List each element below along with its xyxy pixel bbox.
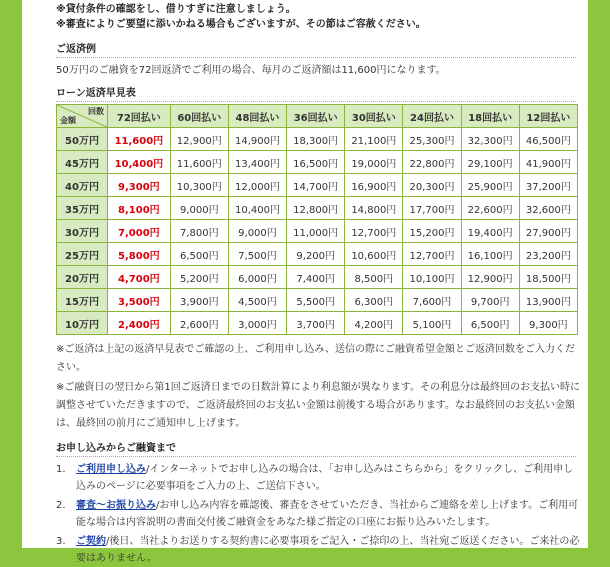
list-item [56,497,580,531]
table-cell: 6,500円 [170,243,228,266]
table-cell: 14,900円 [228,128,286,151]
table-cell: 2,600円 [170,312,228,335]
list-item [56,461,580,495]
page-panel [22,0,588,564]
column-header: 24回払い [403,105,461,128]
note-interest-adjustment: ※ご融資日の翌日から第1回ご返済日までの日数計算により利息額が異なります。その利息分は最終回のお支払い時に調整させていただきますので、ご返済最終回のお支払い金額は前後する場合があります。なお最終回のお支払い金額は、最終回の前月にご通知申し上げます。 [56,382,580,429]
table-cell: 7,800円 [170,220,228,243]
table-cell: 3,700円 [287,312,345,335]
example-heading: ご返済例 [56,40,576,58]
table-cell: 10,100円 [403,266,461,289]
note-review-disclaimer: ※審査によりご要望に添いかねる場合もございますが、その節はご容赦ください。 [56,19,426,30]
table-cell: 12,000円 [228,174,286,197]
step-number: 2. [56,500,66,511]
step-link-review[interactable]: 審査～お振り込み [76,500,156,511]
table-body [57,128,578,335]
table-cell: 32,300円 [461,128,519,151]
table-cell: 13,400円 [228,151,286,174]
table-cell: 10,300円 [170,174,228,197]
table-cell: 11,600円 [108,128,171,151]
table-cell: 11,600円 [170,151,228,174]
table-cell: 19,400円 [461,220,519,243]
table-cell: 9,300円 [108,174,171,197]
top-notes [56,2,580,32]
row-amount-cell: 15万円 [57,289,108,312]
list-item [56,533,580,567]
table-row [57,289,578,312]
table-cell: 12,900円 [170,128,228,151]
corner-label-amount: 金額 [60,116,76,125]
table-cell: 25,300円 [403,128,461,151]
table-cell: 16,500円 [287,151,345,174]
step-text: /後日、当社よりお送りする契約書に必要事項をご記入・ご捺印の上、当社宛ご返送ください。ご来社の必要はありません。 [76,536,580,564]
row-amount-cell: 35万円 [57,197,108,220]
step-number: 1. [56,464,66,475]
table-cell: 5,200円 [170,266,228,289]
table-cell: 3,500円 [108,289,171,312]
table-cell: 6,300円 [345,289,403,312]
table-cell: 4,700円 [108,266,171,289]
example-text: 50万円のご融資を72回返済でご利用の場合、毎月のご返済額は11,600円になります。 [56,65,446,76]
table-cell: 3,000円 [228,312,286,335]
table-cell: 10,400円 [228,197,286,220]
table-cell: 14,700円 [287,174,345,197]
table-header-row [57,105,578,128]
table-cell: 5,100円 [403,312,461,335]
table-row [57,197,578,220]
table-cell: 12,800円 [287,197,345,220]
step-link-contract[interactable]: ご契約 [76,536,106,547]
table-cell: 6,500円 [461,312,519,335]
table-row [57,243,578,266]
loan-repayment-table [56,104,578,335]
table-cell: 10,600円 [345,243,403,266]
table-cell: 22,800円 [403,151,461,174]
table-cell: 8,100円 [108,197,171,220]
row-amount-cell: 40万円 [57,174,108,197]
table-cell: 14,800円 [345,197,403,220]
row-amount-cell: 45万円 [57,151,108,174]
table-cell: 41,900円 [519,151,577,174]
table-row [57,266,578,289]
table-cell: 11,000円 [287,220,345,243]
table-cell: 18,500円 [519,266,577,289]
steps-list [56,461,580,567]
step-link-apply[interactable]: ご利用申し込み [76,464,146,475]
table-cell: 9,300円 [519,312,577,335]
example-section [56,40,580,78]
table-cell: 4,200円 [345,312,403,335]
row-amount-cell: 30万円 [57,220,108,243]
table-cell: 20,300円 [403,174,461,197]
column-header: 36回払い [287,105,345,128]
after-notes [56,341,580,433]
table-cell: 9,000円 [170,197,228,220]
table-corner-cell [57,105,108,128]
table-row [57,151,578,174]
table-cell: 29,100円 [461,151,519,174]
table-cell: 13,900円 [519,289,577,312]
table-cell: 5,500円 [287,289,345,312]
steps-heading: お申し込みからご融資まで [56,439,576,457]
table-cell: 17,700円 [403,197,461,220]
table-row [57,128,578,151]
content-area [22,2,588,567]
table-row [57,312,578,335]
table-cell: 2,400円 [108,312,171,335]
step-number: 3. [56,536,66,547]
table-cell: 18,300円 [287,128,345,151]
table-cell: 12,700円 [345,220,403,243]
table-cell: 5,800円 [108,243,171,266]
table-cell: 12,700円 [403,243,461,266]
table-cell: 9,000円 [228,220,286,243]
step-text: /お申し込み内容を確認後、審査をさせていただき、当社からご連絡を差し上げます。ご利用可能な場合は内容説明の書面交付後ご融資金をあなた様ご指定の口座にお振り込みいたします。 [76,500,579,528]
table-cell: 7,400円 [287,266,345,289]
step-text: /インターネットでお申し込みの場合は、「お申し込みはこちらから」をクリックし、ご利用申し込みのページに必要事項をご入力の上、ご送信下さい。 [76,464,574,492]
table-cell: 32,600円 [519,197,577,220]
note-borrowing-caution: ※貸付条件の確認をし、借りすぎに注意しましょう。 [56,4,296,15]
column-header: 18回払い [461,105,519,128]
row-amount-cell: 10万円 [57,312,108,335]
column-header: 12回払い [519,105,577,128]
column-header: 72回払い [108,105,171,128]
loan-table-section [56,84,580,335]
table-cell: 9,700円 [461,289,519,312]
table-cell: 46,500円 [519,128,577,151]
table-cell: 25,900円 [461,174,519,197]
table-cell: 21,100円 [345,128,403,151]
table-cell: 22,600円 [461,197,519,220]
table-cell: 8,500円 [345,266,403,289]
table-cell: 7,600円 [403,289,461,312]
table-cell: 23,200円 [519,243,577,266]
table-cell: 10,400円 [108,151,171,174]
table-cell: 4,500円 [228,289,286,312]
table-cell: 16,900円 [345,174,403,197]
loan-table-heading: ローン返済早見表 [56,84,576,102]
corner-label-count: 回数 [88,107,104,116]
table-row [57,220,578,243]
table-row [57,174,578,197]
table-cell: 15,200円 [403,220,461,243]
table-cell: 9,200円 [287,243,345,266]
row-amount-cell: 20万円 [57,266,108,289]
table-cell: 7,000円 [108,220,171,243]
column-header: 30回払い [345,105,403,128]
note-repayment-input: ※ご返済は上記の返済早見表でご確認の上、ご利用申し込み、送信の際にご融資希望金額とご返済回数をご入力ください。 [56,344,575,373]
table-cell: 3,900円 [170,289,228,312]
row-amount-cell: 25万円 [57,243,108,266]
table-cell: 7,500円 [228,243,286,266]
table-cell: 19,000円 [345,151,403,174]
table-cell: 12,900円 [461,266,519,289]
row-amount-cell: 50万円 [57,128,108,151]
table-cell: 37,200円 [519,174,577,197]
column-header: 60回払い [170,105,228,128]
column-header: 48回払い [228,105,286,128]
table-cell: 27,900円 [519,220,577,243]
table-cell: 6,000円 [228,266,286,289]
table-cell: 16,100円 [461,243,519,266]
